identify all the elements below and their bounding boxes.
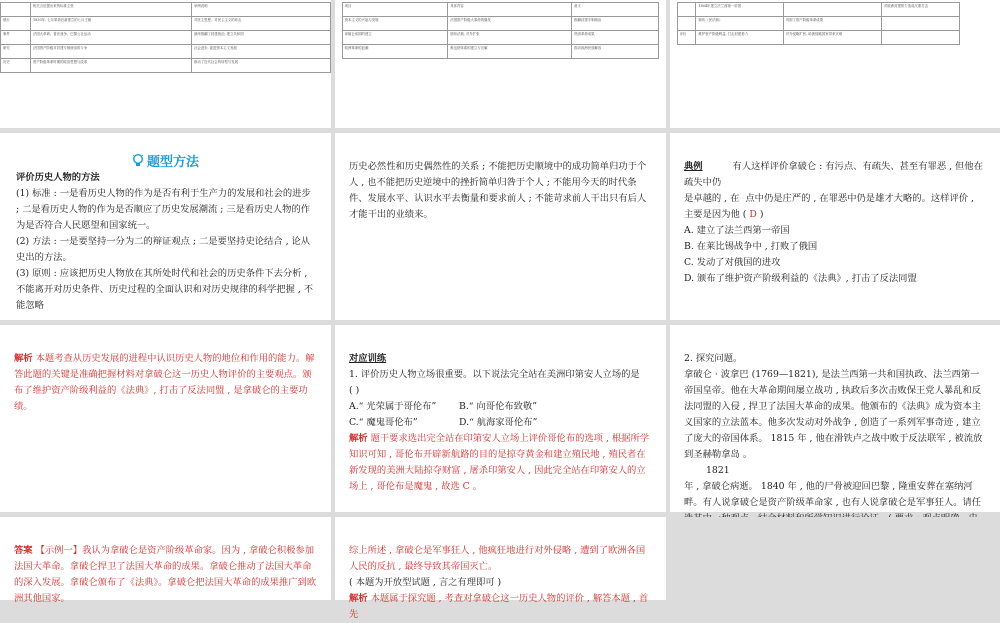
table-cell	[783, 3, 881, 17]
table-cell: 社会进步, 促进资本主义发展	[191, 45, 330, 59]
table-cell: 德行	[1, 17, 31, 31]
table-row	[342, 17, 659, 31]
slide-thumbnail-table-right[interactable]	[670, 0, 1000, 128]
table-row	[342, 3, 659, 17]
slide-thumbnail-example[interactable]	[670, 133, 1000, 320]
table-row	[342, 31, 659, 45]
training-option-b: B.“ 向哥伦布致敬”	[459, 401, 538, 412]
table-cell: 巩固革命成果	[572, 31, 659, 45]
table-cell: 研究	[1, 45, 31, 59]
table-cell: 资产阶级革命时期的政治思想与改革	[30, 59, 191, 73]
conclusion-text: 综上所述 , 拿破仑是军事狂人 , 他疯狂地进行对外侵略 , 遭到了欧洲各国人民的反抗 , 最终导致其帝国灭亡。	[349, 545, 646, 572]
table-cell: 法国大革命、普法战争、巴黎公社运动	[30, 31, 191, 45]
table-cell: 1804年建立法兰西第一帝国	[696, 3, 783, 17]
analysis-label: 解析	[14, 353, 33, 364]
training-title: 对应训练	[349, 353, 387, 364]
answer-text: 【示例一】我认为拿破仑是资产阶级革命家。因为 , 拿破仑积极参加法国大革命。拿破仑捍卫了法国大革命的成果。拿破仑推动了法国大革命的深入发展。拿破仑颁布了《法典》。拿破仑把法国大革命的成果推广到欧洲其他国家。	[14, 545, 317, 604]
slide-thumbnail-method[interactable]	[0, 133, 331, 320]
table-cell: 法国资产阶级对封建专制统治的斗争	[30, 45, 191, 59]
table-cell: 对民主思想、对民主主义的冲击	[191, 17, 330, 31]
lightbulb-icon	[132, 154, 144, 168]
slide-thumbnail-answer[interactable]	[0, 517, 331, 604]
table-cell: 拿破仑帝国的建立	[342, 31, 448, 45]
example-stem-1: 有人这样评价拿破仑 : 有污点、有疏失、甚至有罪恶 , 但他在疏失中仍	[684, 161, 983, 188]
option-d: D. 颁布了维护资产阶级利益的《法典》, 打击了反法同盟	[684, 273, 917, 284]
table-cell: 颁布法典, 对外扩张	[448, 31, 572, 45]
training-question-1: 1. 评价历史人物立场很重要。以下说法完全站在美洲印第安人立场的是	[349, 369, 640, 380]
training-analysis-text: 题干要求选出完全站在印第安人立场上评价哥伦布的选项 , 根据所学知识可知 , 哥伦布开辟新航路的目的是掠夺黄金和建立殖民地 , 殖民者在新发现的美洲大陆掠夺财富 , 屠杀印第安人 , 因此完全站在印第安人的立场上 , 哥伦布是魔鬼 , 故选 C 。	[349, 433, 650, 492]
example-stem-2b: 点中仍是庄严的 , 在罪恶中仍是雄才大略的。这样评价 , 主要是因为他	[684, 193, 974, 220]
table-cell: 最终推翻了封建统治, 建立共和国	[191, 31, 330, 45]
training-analysis-label: 解析	[349, 433, 368, 444]
training-option-a: A.“ 光荣属于哥伦布”	[349, 401, 437, 412]
table-cell: 资本主义的兴起与发展	[342, 17, 448, 31]
option-a: A. 建立了法兰西第一帝国	[684, 225, 790, 236]
slide-thumbnail-analysis[interactable]	[0, 325, 331, 512]
method-heading-text: 题型方法	[146, 155, 199, 170]
training-paren: ( )	[349, 385, 360, 396]
method-heading	[0, 151, 331, 170]
summary-table	[342, 2, 660, 59]
option-c: C. 发动了对俄国的进攻	[684, 257, 781, 268]
slide-thumbnail-conclusion[interactable]	[335, 517, 666, 620]
table-cell	[1, 3, 31, 17]
example-answer: D	[749, 209, 757, 220]
table-cell: 巩固了资产阶级革命成果	[783, 17, 881, 31]
example-answer-close: )	[759, 209, 764, 220]
table-cell: 对欧洲封建势力造成沉重打击	[881, 3, 959, 17]
table-cell: 事件	[1, 31, 31, 45]
table-row	[1, 3, 331, 17]
table-cell: 相关言论提出来的标准主张	[30, 3, 191, 17]
table-cell: 欧洲革命的浪潮	[342, 45, 448, 59]
table-cell: 意义	[572, 3, 659, 17]
summary-table	[677, 2, 961, 45]
table-cell	[881, 31, 959, 45]
table-cell: 推翻封建专制统治	[572, 17, 659, 31]
table-cell	[881, 17, 959, 31]
table-row	[342, 45, 659, 59]
table-cell: 举例说明	[191, 3, 330, 17]
slide-thumbnail-training[interactable]	[335, 325, 666, 512]
method-principle: (3) 原则 : 应该把历史人物放在其所处时代和社会的历史条件下去分析 , 不能离开对历史条件、历史过程的全面认识和对历史规律的科学把握 , 不能忽略	[16, 268, 314, 311]
method-continued-text: 历史必然性和历史偶然性的关系 ; 不能把历史顺境中的成功简单归功于个人 , 也不能把历史逆境中的挫折简单归咎于个人 ; 不能用今天的时代条件、发展水平、认识水平去衡量和要求前人 ; 不能苛求前人干出只有后人才能干出的业绩来。	[349, 161, 647, 220]
empty-slot	[670, 517, 1000, 600]
table-cell: 项目	[342, 3, 448, 17]
table-cell: 1830年, 七月革命后新建立的七月王朝	[30, 17, 191, 31]
table-cell: 推动欧洲民族解放	[572, 45, 659, 59]
answer-label: 答案	[14, 545, 33, 556]
table-cell: 对外侵略扩张, 给被侵略国家带来灾难	[783, 31, 881, 45]
conclusion-analysis-text: 本题属于探究题 , 考查对拿破仑这一历史人物的评价 , 解答本题 , 首先	[349, 593, 649, 620]
slide-thumbnail-table-left[interactable]	[0, 0, 331, 128]
analysis-text: 本题考查从历史发展的进程中认识历史人物的地位和作用的能力。解答此题的关键是准确把握材料对拿破仑这一历史人物评价的主要观点。颁布了维护资产阶级利益的《法典》, 打击了反法同盟 , 是拿破仑的主要功绩。	[14, 353, 315, 412]
table-cell: 法国资产阶级大革命的爆发	[448, 17, 572, 31]
table-cell: 具体内容	[448, 3, 572, 17]
summary-table	[0, 2, 331, 73]
conclusion-note: ( 本题为开放型试题 , 言之有理即可 )	[349, 577, 502, 588]
method-approach: (2) 方法 : 一是要坚持一分为二的辩证观点 ; 二是要坚持史论结合 , 论从史出的方法。	[16, 236, 311, 263]
table-row	[1, 31, 331, 45]
method-standard: (1) 标准 : 一是看历史人物的作为是否有利于生产力的发展和社会的进步 ; 二是看历史人物的作为是否顺应了历史发展潮流 ; 三是看历史人物的作为是否符合人民愿望和国家统一。	[16, 188, 311, 231]
question-2-title: 2. 探究问题。	[684, 353, 743, 364]
method-title: 评价历史人物的方法	[16, 172, 100, 183]
table-cell	[677, 3, 696, 17]
example-answer-open: (	[742, 209, 747, 220]
table-cell: 推动了近代社会的转型与发展	[191, 59, 330, 73]
question-2-year: 1821	[706, 465, 730, 476]
table-row	[677, 17, 960, 31]
table-cell: 维也纳体系的建立与瓦解	[448, 45, 572, 59]
slide-thumbnail-question-2[interactable]	[670, 325, 1000, 512]
training-option-d: D.“ 航海家哥伦布”	[459, 417, 538, 428]
table-cell	[677, 17, 696, 31]
example-label: 典例	[684, 161, 703, 172]
table-cell: 维护资产阶级利益, 打击封建势力	[696, 31, 783, 45]
question-2-text-2: 年 , 拿破仑病逝。 1840 年 , 他的尸骨被迎回巴黎 , 隆重安葬在塞纳河畔。有人说拿破仑是资产阶级革命家 , 也有人说拿破仑是军事狂人。请任	[684, 481, 982, 508]
table-cell: 颁布《民法典》	[696, 17, 783, 31]
slide-thumbnail-method-continued[interactable]	[335, 133, 666, 320]
slide-thumbnail-table-middle[interactable]	[335, 0, 666, 128]
table-cell: 历史	[1, 59, 31, 73]
option-b: B. 在莱比锡战争中 , 打败了俄国	[684, 241, 818, 252]
table-cell: 评价	[677, 31, 696, 45]
table-row	[1, 45, 331, 59]
conclusion-analysis-label: 解析	[349, 593, 368, 604]
training-option-c: C.“ 魔鬼哥伦布”	[349, 417, 418, 428]
example-stem-2: 是卓越的 , 在	[684, 193, 740, 204]
table-row	[677, 3, 960, 17]
question-2-text-1: 拿破仑 · 波拿巴 (1769—1821), 是法兰西第一共和国执政、法兰西第一帝国皇帝。他在大革命期间屡立战功 , 执政后多次击败保王党人暴乱和反法同盟的入侵 , 捍卫了法国大革命的成果。他颁布的《法典》成为资本主义国家的立法蓝本。他多次发动对外战争 , 创造了一系列军事奇迹 , 建立了庞大的帝国体系。 1815 年 , 他在滑铁卢之战中败于反法联军 , 被流放到圣赫勒拿岛 。	[684, 369, 983, 460]
table-row	[677, 31, 960, 45]
table-row	[1, 17, 331, 31]
table-row	[1, 59, 331, 73]
